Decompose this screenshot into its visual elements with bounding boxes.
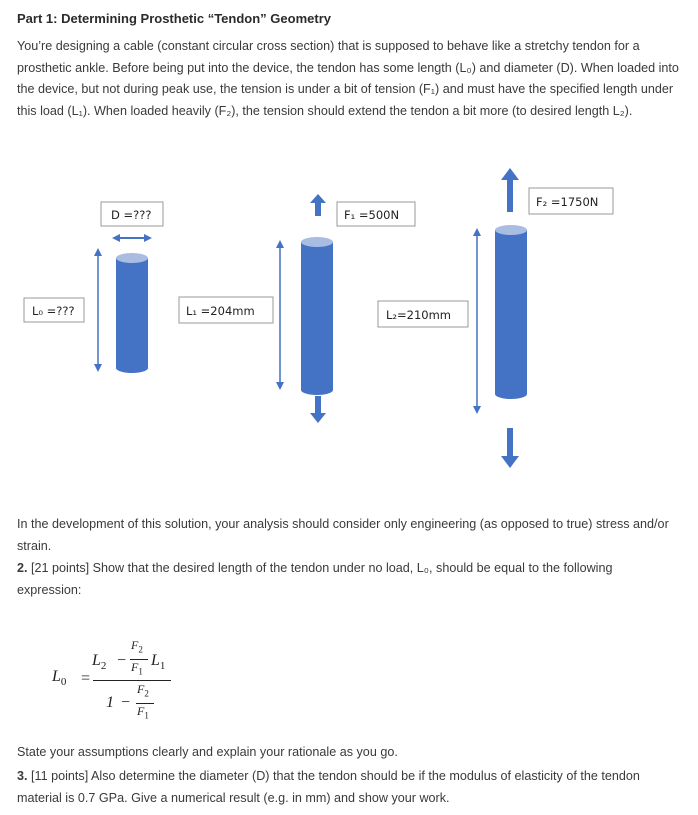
eq-num-l1-sub: 1 xyxy=(159,660,166,673)
cylinder-f2 xyxy=(495,230,527,394)
eq-num-minus: − xyxy=(116,652,127,669)
cylinder-f1-top xyxy=(301,237,333,247)
question-2-number: 2. xyxy=(17,561,28,575)
label-f2: F₂ =1750N xyxy=(536,195,599,209)
question-2-text: [21 points] Show that the desired length of the tendon under no load, L₀, should be equal to the following expression: xyxy=(17,561,613,597)
eq-den-f2: F xyxy=(137,682,145,696)
cylinder-unloaded-top xyxy=(116,253,148,263)
eq-den-f2-sub: 2 xyxy=(144,688,149,699)
label-l1: L₁ =204mm xyxy=(186,304,255,318)
cylinder-unloaded xyxy=(116,258,148,368)
eq-den-minus: − xyxy=(120,694,131,711)
question-3-number: 3. xyxy=(17,769,28,783)
tendon-diagram xyxy=(0,160,698,500)
eq-num-f1-sub: 1 xyxy=(138,666,143,677)
eq-num-f1: F xyxy=(131,660,139,674)
eq-den-f1: F xyxy=(137,704,145,718)
assumptions-note: State your assumptions clearly and explain your rationale as you go. xyxy=(17,745,398,759)
eq-num-l1: L xyxy=(151,652,160,669)
label-l2: L₂=210mm xyxy=(386,308,452,322)
cylinder-unloaded-bottom xyxy=(116,363,148,373)
eq-equals: = xyxy=(80,670,91,687)
eq-num-f2: F xyxy=(131,638,139,652)
unloaded-tendon xyxy=(24,202,163,373)
eq-num-l2-sub: 2 xyxy=(100,660,107,673)
cylinder-f1 xyxy=(301,242,333,390)
eq-main-fraction-bar xyxy=(93,680,171,681)
force-arrow-f1-up xyxy=(310,194,326,216)
question-2 xyxy=(17,558,679,601)
question-3-text: [11 points] Also determine the diameter (D) that the tendon should be if the modulus of elasticity of the tendon material is 0.7 GPa. Give a numerical result (e.g. in mm) and show your work. xyxy=(17,769,640,805)
eq-num-l2: L xyxy=(92,652,101,669)
force-arrow-f2-up xyxy=(501,168,519,212)
cylinder-f2-top xyxy=(495,225,527,235)
question-3 xyxy=(17,766,679,809)
force-arrow-f1-down xyxy=(310,396,326,423)
part-title: Part 1: Determining Prosthetic “Tendon” Geometry xyxy=(17,11,331,26)
engineering-stress-note: In the development of this solution, your analysis should consider only engineering (as opposed to true) stress and/or strain. xyxy=(17,517,669,553)
label-d-unknown: D =??? xyxy=(111,208,152,222)
label-f1: F₁ =500N xyxy=(344,208,400,222)
cylinder-f1-bottom xyxy=(301,385,333,395)
cylinder-f2-bottom xyxy=(495,389,527,399)
eq-den-one: 1 xyxy=(106,694,114,711)
label-l0-unknown: L₀ =??? xyxy=(32,304,75,318)
force-arrow-f2-down xyxy=(501,428,519,468)
eq-lhs: L xyxy=(52,668,61,685)
eq-lhs-sub: 0 xyxy=(60,676,67,689)
equation-l0 xyxy=(0,630,300,730)
intro-paragraph: You’re designing a cable (constant circular cross section) that is supposed to behave like a stretchy tendon for a prosthetic ankle. Before being put into the device, the tendon has some length (L₀) and diameter (D). When loaded into the device, but not during peak use, the tension is under a bit of tension (F₁) and must have the specified length under this load (L₁). When loaded heavily (F₂), the tension should extend the tendon a bit more (to desired length L₂). xyxy=(17,39,679,119)
eq-num-f2-sub: 2 xyxy=(138,644,143,655)
eq-den-f1-sub: 1 xyxy=(144,710,149,721)
